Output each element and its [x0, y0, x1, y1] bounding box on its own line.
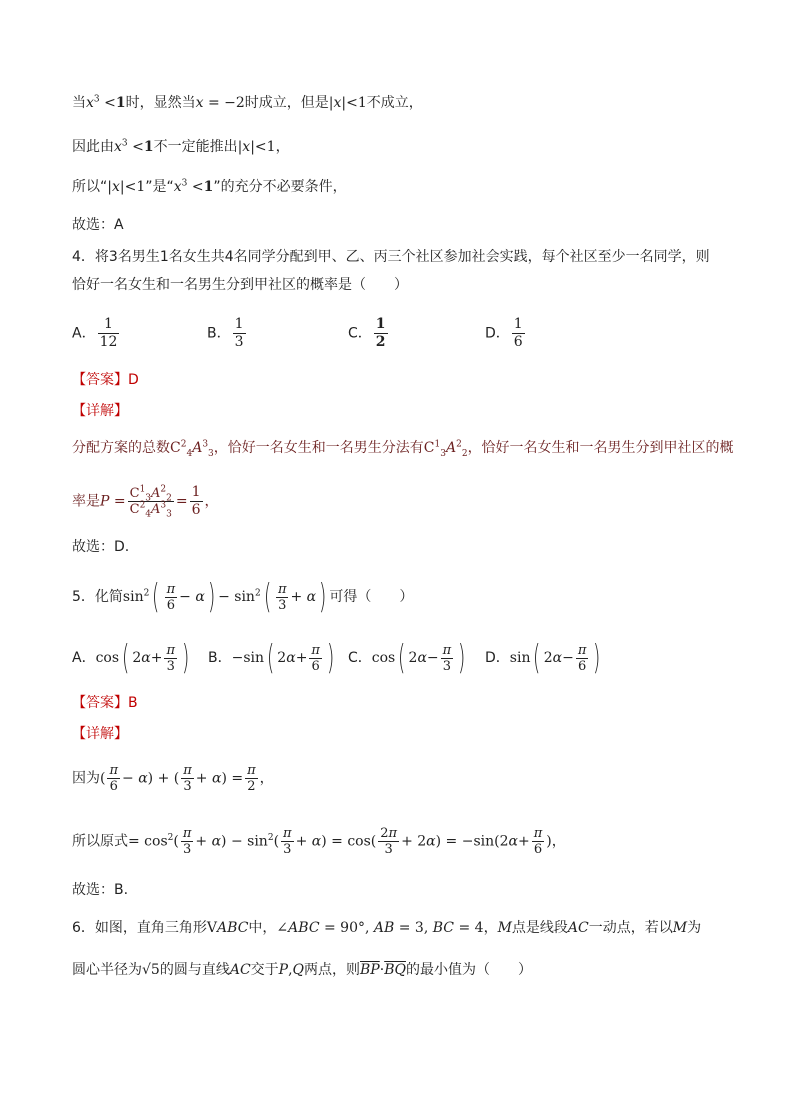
text: 可得（ ）: [329, 589, 414, 605]
option-label: A．: [72, 325, 96, 342]
text: ，: [483, 920, 498, 936]
fraction: $\frac{\pi}{6}$: [109, 763, 119, 794]
numerator: 1: [98, 316, 120, 334]
text: 一动点，若以: [588, 920, 673, 936]
choose-a: 故选：A: [72, 217, 124, 233]
numerator: 1: [234, 316, 244, 332]
text: 为: [687, 920, 702, 936]
text: 5．化简: [72, 589, 123, 605]
q5-option-a[interactable]: A．cos( 2α+ $\frac{\pi}{3}$ ): [72, 638, 190, 678]
q5-explanation-1: 因为( $\frac{\pi}{6}$ − α) + ( $\frac{\pi}{3}$ + α) = $\frac{\pi}{2}$ ，: [72, 763, 274, 794]
option-label: C．: [348, 650, 372, 666]
q5-option-b[interactable]: B．−sin( 2α+ $\frac{\pi}{6}$ ): [208, 638, 335, 678]
denominator: 6: [513, 334, 523, 350]
text: 率是: [72, 493, 100, 510]
q4-text-1: 4．将3名男生1名女生共4名同学分配到甲、乙、丙三个社区参加社会实践，每个社区至少一名同学，则: [72, 249, 710, 265]
q4-choose: 故选：D.: [72, 539, 130, 555]
text: 6．如图，直角三角形: [72, 920, 207, 936]
fraction: $\frac{\pi}{3}$: [283, 826, 292, 857]
fraction: $\frac{\pi}{3}$: [442, 642, 452, 674]
q4-detail-heading: 【详解】: [72, 403, 128, 419]
fraction: $\frac{1}{6}$: [191, 484, 201, 518]
text: 所以“: [72, 179, 108, 195]
denominator: 3: [234, 334, 244, 350]
solution-line-3: 所以“|x|<1”是“$x^3 <1$”的充分不必要条件，: [72, 178, 347, 195]
fraction: [512, 316, 525, 351]
fraction: $\frac{\pi}{6}$: [311, 642, 320, 674]
numerator: 1: [513, 316, 523, 332]
solution-line-1: 当$x^3 <1$时，显然当x = −2时成立，但是|x|<1不成立，: [72, 94, 423, 111]
text: 不成立，: [366, 95, 423, 111]
fraction: $\frac{\pi}{6}$: [577, 642, 587, 674]
denominator: 2: [375, 334, 386, 350]
q6-text-1: 6．如图，直角三角形VABC中，∠ABC = 90°, AB = 3, BC = 4，M点是线段AC一动点，若以M为: [72, 920, 702, 936]
text: 圆心半径为: [72, 962, 142, 978]
q6-text-2: 圆心半径为√5的圆与直线AC交于P,Q两点，则$\overline{BP}\cdot\overline{BQ}$的最小值为（ ）: [72, 962, 532, 978]
q4-text-2: 恰好一名女生和一名男生分到甲社区的概率是（ ）: [72, 277, 408, 293]
q4-option-a[interactable]: [72, 316, 121, 351]
text: 当: [72, 95, 86, 111]
q4-explanation-2: 率是P = $\frac{C^1_3A^2_2}{C^2_4A^3_3}$ = $\frac{1}{6}$ ，: [72, 484, 219, 520]
option-label: B．: [208, 650, 232, 666]
text: 交于: [250, 962, 279, 978]
option-label: D．: [485, 325, 510, 342]
text: 时成立，但是: [244, 95, 329, 111]
text: 两点，则: [304, 962, 361, 978]
fraction: $\frac{\pi}{6}$: [533, 826, 543, 857]
text: ，: [259, 770, 274, 787]
q5-explanation-2: 所以原式= $\cos^2$( $\frac{\pi}{3}$ + $\alpha) - \sin^2$( $\frac{\pi}{3}$ + α) = cos( $\frac{2\pi}{3}$ + 2α) = −sin(2α+ $\frac{\pi}{6}$ )，: [72, 826, 566, 857]
text: 的最小值为（ ）: [405, 962, 532, 978]
q4-option-c[interactable]: [348, 316, 390, 351]
fraction: $\frac{C^1_3A^2_2}{C^2_4A^3_3}$: [129, 484, 172, 520]
q5-option-d[interactable]: D．sin( 2α− $\frac{\pi}{6}$ ): [485, 638, 601, 678]
text: 时，显然当: [125, 95, 196, 111]
q5-option-c[interactable]: C．cos( 2α− $\frac{\pi}{3}$ ): [348, 638, 466, 678]
q5-choose: 故选：B.: [72, 882, 129, 898]
fraction: $\frac{\pi}{3}$: [182, 826, 192, 857]
text: 不一定能推出: [153, 139, 238, 155]
q4-explanation-1: 分配方案的总数$C^2_4A^3_3$，恰好一名女生和一名男生分法有$C^1_3A^2_2$，恰好一名女生和一名男生分到甲社区的概: [72, 439, 734, 459]
solution-line-2: 因此由$x^3 <1$不一定能推出|x|<1，: [72, 138, 290, 155]
text: 所以原式: [72, 833, 128, 850]
fraction: $\frac{\pi}{6}$: [166, 581, 176, 613]
q5-text: 5．化简$\sin^2$( $\frac{\pi}{6}$ − $\alpha) - \sin^2$( $\frac{\pi}{3}$ + α) 可得（ ）: [72, 577, 414, 617]
text: ，恰好一名女生和一名男生分到甲社区的概: [467, 440, 734, 456]
text: 因此由: [72, 139, 114, 155]
fraction: $\frac{\pi}{3}$: [277, 581, 287, 613]
q4-option-b[interactable]: [207, 316, 248, 351]
text: ，: [551, 833, 566, 850]
text: ”的充分不必要条件，: [213, 179, 347, 195]
text: 因为: [72, 770, 100, 787]
fraction: $\frac{2\pi}{3}$: [380, 826, 398, 857]
text: 点是线段: [511, 920, 568, 936]
text: 的圆与直线: [159, 962, 230, 978]
fraction: [98, 316, 120, 351]
option-label: A．: [72, 650, 96, 666]
q5-answer: 【答案】B: [72, 695, 138, 711]
text: ，: [204, 493, 219, 510]
option-label: B．: [207, 325, 231, 342]
text: 中，: [248, 920, 277, 936]
fraction: [374, 316, 388, 351]
text: ，恰好一名女生和一名男生分法有: [213, 440, 424, 456]
option-label: C．: [348, 325, 372, 342]
option-label: D．: [485, 650, 510, 666]
text: ，: [275, 139, 290, 155]
text: 分配方案的总数: [72, 440, 170, 456]
fraction: $\frac{\pi}{2}$: [247, 763, 256, 794]
fraction: $\frac{\pi}{3}$: [183, 763, 192, 794]
text: ”是“: [145, 179, 174, 195]
q4-answer: 【答案】D: [72, 372, 139, 388]
denominator: 12: [99, 334, 118, 350]
q4-option-d[interactable]: [485, 316, 527, 351]
fraction: $\frac{\pi}{3}$: [166, 642, 175, 674]
numerator: 1: [375, 316, 386, 332]
q5-detail-heading: 【详解】: [72, 726, 128, 742]
fraction: [233, 316, 246, 351]
